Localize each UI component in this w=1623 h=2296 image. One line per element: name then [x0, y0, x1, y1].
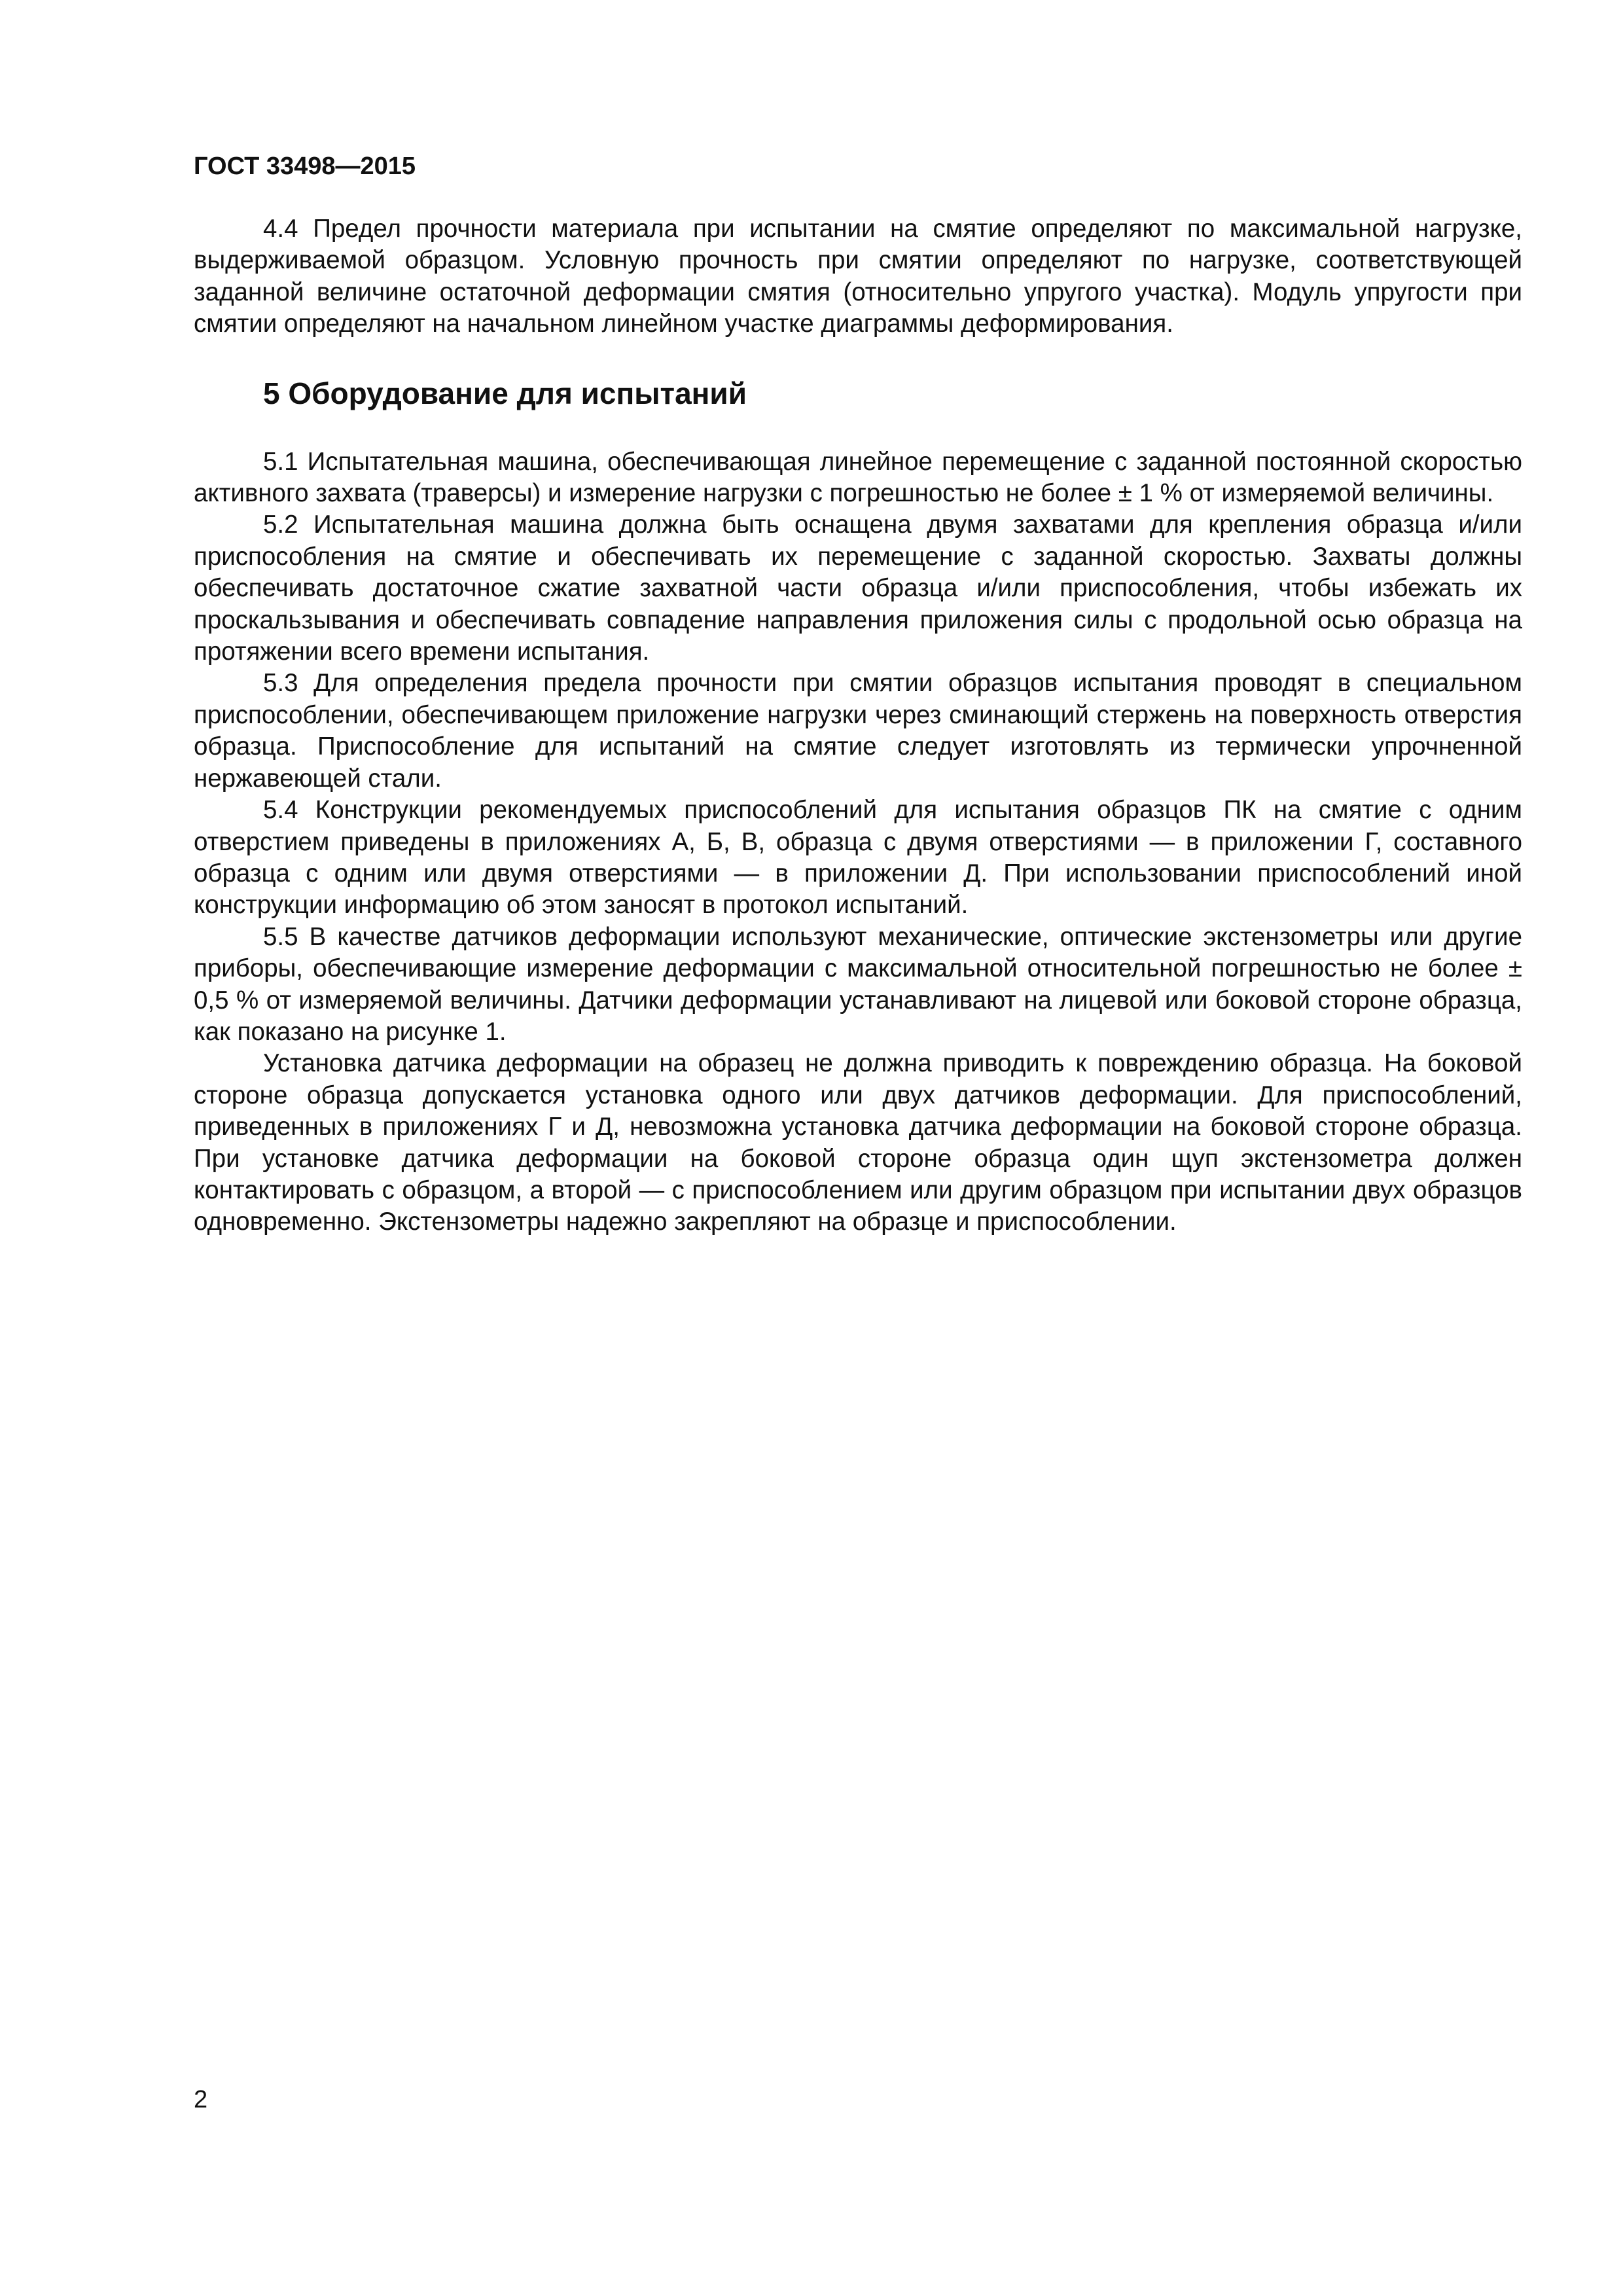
paragraph-5-2: 5.2 Испытательная машина должна быть оснащена двумя захватами для крепления образца и/или приспособления на смятие и обеспечивать их перемещение с заданной скоростью. Захваты должны обеспечивать достаточное сжатие захватной части образца и/или приспособления, чтобы избежать их проскальзывания и обеспечивать совпадение направления приложения силы с продольной осью образца на протяжении всего времени испытания.	[194, 511, 1522, 666]
section-heading-5: 5 Оборудование для испытаний	[263, 376, 747, 410]
paragraph-5-4: 5.4 Конструкции рекомендуемых приспособлений для испытания образцов ПК на смятие с одним отверстием приведены в приложениях А, Б, В, образца с двумя отверстиями — в приложении Г, составного образца с одним или двумя отверстиями — в приложении Д. При использовании приспособлений иной конструкции информацию об этом заносят в протокол испытаний.	[194, 796, 1522, 920]
page-number: 2	[194, 2086, 208, 2113]
paragraph-4-4: 4.4 Предел прочности материала при испытании на смятие определяют по максимальной нагрузке, выдерживаемой образцом. Условную прочность при смятии определяют по нагрузке, соответствующей заданной величине остаточной деформации смятия (относительно упругого участка). Модуль упругости при смятии определяют на начальном линейном участке диаграммы деформирования.	[194, 215, 1522, 338]
paragraph-5-5-continuation: Установка датчика деформации на образец не должна приводить к повреждению образца. На боковой стороне образца допускается установка одного или двух датчиков деформации. Для приспособлений, приведенных в приложениях Г и Д, невозможна установка датчика деформации на боковой стороне образца. При установке датчика деформации на боковой стороне образца один щуп экстензометра должен контактировать с образцом, а второй — с приспособлением или другим образцом при испытании двух образцов одновременно. Экстензометры надежно закрепляют на образце и приспособлении.	[194, 1049, 1522, 1236]
paragraph-5-5: 5.5 В качестве датчиков деформации используют механические, оптические экстензометры или другие приборы, обеспечивающие измерение деформации с максимальной относительной погрешностью не более ± 0,5 % от измеряемой величины. Датчики деформации устанавливают на лицевой или боковой стороне образца, как показано на рисунке 1.	[194, 922, 1522, 1046]
document-body	[194, 213, 1522, 1238]
document-header: ГОСТ 33498—2015	[194, 152, 416, 180]
paragraph-5-3: 5.3 Для определения предела прочности при смятии образцов испытания проводят в специальном приспособлении, обеспечивающем приложение нагрузки через сминающий стержень на поверхность отверстия образца. Приспособление для испытаний на смятие следует изготовлять из термически упрочненной нержавеющей стали.	[194, 669, 1522, 793]
paragraph-5-1: 5.1 Испытательная машина, обеспечивающая линейное перемещение с заданной постоянной скоростью активного захвата (траверсы) и измерение нагрузки с погрешностью не более ± 1 % от измеряемой величины.	[194, 447, 1522, 508]
